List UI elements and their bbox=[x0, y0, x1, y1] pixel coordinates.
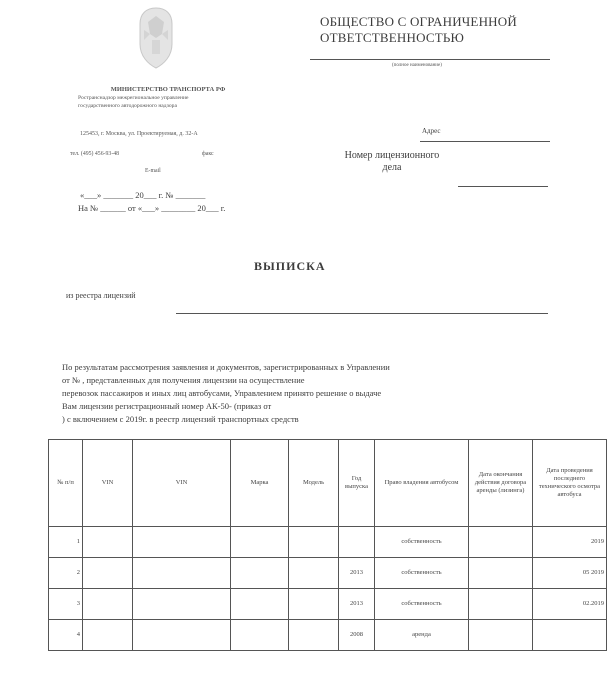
cell-vin-2 bbox=[133, 558, 231, 589]
col-header-model: Модель bbox=[289, 440, 339, 527]
cell-year: 2013 bbox=[339, 589, 375, 620]
body-line-4: Вам лицензии регистрационный номер АК-50- (приказ от bbox=[62, 401, 272, 411]
cell-make bbox=[231, 558, 289, 589]
cell-make bbox=[231, 620, 289, 651]
cell-inspection-date: 05 2019 bbox=[533, 558, 607, 589]
cell-vin-1 bbox=[83, 620, 133, 651]
license-case-number-label bbox=[322, 150, 462, 174]
cell-model bbox=[289, 527, 339, 558]
body-line-5: ) с включением с 2019г. в реестр лицензий транспортных средств bbox=[62, 414, 299, 424]
outgoing-date-number: «___» _______ 20___ г. № _______ bbox=[80, 190, 206, 200]
cell-ownership: аренда bbox=[375, 620, 469, 651]
cell-vin-2 bbox=[133, 589, 231, 620]
document-title: ВЫПИСКА bbox=[254, 259, 326, 273]
col-header-number: № п/п bbox=[49, 440, 83, 527]
registry-rule bbox=[176, 313, 548, 314]
address-label: Адрес bbox=[422, 127, 441, 135]
cell-ownership: собственность bbox=[375, 558, 469, 589]
sender-phone: тел. (495) 456-93-48 bbox=[70, 151, 120, 157]
reference-number: На № ______ от «___» ________ 20___ г. bbox=[78, 203, 226, 213]
case-number-rule bbox=[458, 186, 548, 187]
cell-model bbox=[289, 589, 339, 620]
service-line-1: Ространснадзор межрегиональное управление bbox=[78, 95, 189, 101]
cell-lease-end bbox=[469, 620, 533, 651]
cell-number: 2 bbox=[49, 558, 83, 589]
cell-model bbox=[289, 620, 339, 651]
body-line-2: от № , представленных для получения лицензии на осуществление bbox=[62, 375, 305, 385]
cell-vin-1 bbox=[83, 527, 133, 558]
table-row bbox=[49, 558, 607, 589]
org-name-rule bbox=[310, 59, 550, 60]
address-rule bbox=[420, 141, 550, 142]
coat-of-arms-emblem bbox=[136, 4, 176, 70]
col-header-make: Марка bbox=[231, 440, 289, 527]
reg-label-line-1: Номер лицензионного bbox=[344, 150, 440, 161]
col-header-lease-end: Дата окончания действия договора аренды (лизинга) bbox=[469, 440, 533, 527]
fax-label: факс bbox=[202, 151, 214, 157]
cell-year: 2008 bbox=[339, 620, 375, 651]
sender-address: 125453, г. Москва, ул. Проектируемая, д. 32-А bbox=[80, 131, 198, 137]
table-row bbox=[49, 589, 607, 620]
vehicle-registry-table bbox=[48, 439, 607, 651]
col-header-ownership: Право владения автобусом bbox=[375, 440, 469, 527]
cell-lease-end bbox=[469, 589, 533, 620]
col-header-inspection-date: Дата проведения последнего технического осмотра автобуса bbox=[533, 440, 607, 527]
cell-lease-end bbox=[469, 558, 533, 589]
org-sublabel: (полное наименование) bbox=[392, 63, 442, 68]
reg-label-line-2: дела bbox=[382, 162, 402, 173]
table-row bbox=[49, 620, 607, 651]
service-line-2: государственного автодорожного надзора bbox=[78, 103, 177, 109]
cell-make bbox=[231, 527, 289, 558]
addressee-organization bbox=[320, 14, 550, 46]
cell-number: 3 bbox=[49, 589, 83, 620]
cell-inspection-date: 2019 bbox=[533, 527, 607, 558]
col-header-vin-2: VIN bbox=[133, 440, 231, 527]
body-line-3: перевозок пассажиров и иных лиц автобусами, Управлением принято решение о выдаче bbox=[62, 388, 382, 398]
from-registry-label: из реестра лицензий bbox=[66, 291, 136, 300]
table-header-row bbox=[49, 440, 607, 527]
cell-vin-1 bbox=[83, 589, 133, 620]
ministry-name: МИНИСТЕРСТВО ТРАНСПОРТА РФ bbox=[110, 86, 226, 93]
cell-make bbox=[231, 589, 289, 620]
sender-letterhead bbox=[78, 86, 258, 110]
cell-vin-1 bbox=[83, 558, 133, 589]
cell-year: 2013 bbox=[339, 558, 375, 589]
table-row bbox=[49, 527, 607, 558]
col-header-vin-1: VIN bbox=[83, 440, 133, 527]
cell-inspection-date: 02.2019 bbox=[533, 589, 607, 620]
cell-number: 4 bbox=[49, 620, 83, 651]
email-label: E-mail bbox=[145, 168, 161, 174]
cell-inspection-date bbox=[533, 620, 607, 651]
cell-model bbox=[289, 558, 339, 589]
org-line-1: ОБЩЕСТВО С ОГРАНИЧЕННОЙ bbox=[320, 14, 517, 29]
cell-number: 1 bbox=[49, 527, 83, 558]
cell-ownership: собственность bbox=[375, 527, 469, 558]
body-line-1: По результатам рассмотрения заявления и документов, зарегистрированных в Управлении bbox=[62, 362, 390, 372]
cell-year bbox=[339, 527, 375, 558]
cell-lease-end bbox=[469, 527, 533, 558]
org-line-2: ОТВЕТСТВЕННОСТЬЮ bbox=[320, 30, 465, 45]
cell-vin-2 bbox=[133, 620, 231, 651]
col-header-year: Год выпуска bbox=[339, 440, 375, 527]
cell-vin-2 bbox=[133, 527, 231, 558]
cell-ownership: собственность bbox=[375, 589, 469, 620]
